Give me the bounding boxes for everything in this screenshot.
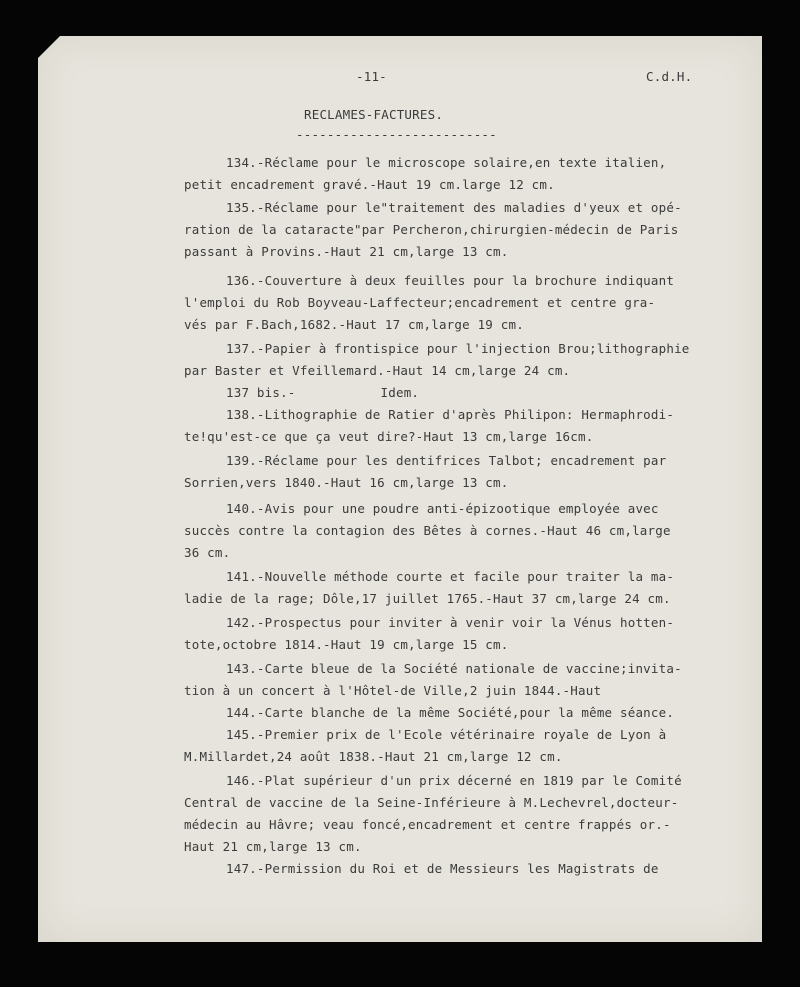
- typed-page: [38, 36, 762, 942]
- entry-line: médecin au Hâvre; veau foncé,encadrement et centre frappés or.-: [184, 817, 671, 832]
- title-underline: --------------------------: [296, 127, 497, 142]
- entry-line: 137.-Papier à frontispice pour l'injection Brou;lithographie: [226, 341, 690, 356]
- entry-line: ladie de la rage; Dôle,17 juillet 1765.-Haut 37 cm,large 24 cm.: [184, 591, 671, 606]
- entry-line: tion à un concert à l'Hôtel-de Ville,2 juin 1844.-Haut: [184, 683, 602, 698]
- entry-line: 144.-Carte blanche de la même Société,pour la même séance.: [226, 705, 675, 720]
- entry-line: 140.-Avis pour une poudre anti-épizootique employée avec: [226, 501, 659, 516]
- entry-line: 143.-Carte bleue de la Société nationale de vaccine;invita-: [226, 661, 682, 676]
- entry-line: vés par F.Bach,1682.-Haut 17 cm,large 19 cm.: [184, 317, 524, 332]
- entry-line: petit encadrement gravé.-Haut 19 cm.large 12 cm.: [184, 177, 555, 192]
- entry-line: 136.-Couverture à deux feuilles pour la brochure indiquant: [226, 273, 675, 288]
- entry-line: M.Millardet,24 août 1838.-Haut 21 cm,large 12 cm.: [184, 749, 563, 764]
- entry-line: 146.-Plat supérieur d'un prix décerné en 1819 par le Comité: [226, 773, 682, 788]
- entry-line: 138.-Lithographie de Ratier d'après Philipon: Hermaphrodi-: [226, 407, 675, 422]
- entry-line: 135.-Réclame pour le"traitement des maladies d'yeux et opé-: [226, 200, 682, 215]
- page-number: -11-: [356, 69, 387, 84]
- entry-line: ration de la cataracte"par Percheron,chirurgien-médecin de Paris: [184, 222, 679, 237]
- entry-line: 147.-Permission du Roi et de Messieurs les Magistrats de: [226, 861, 659, 876]
- entry-line: tote,octobre 1814.-Haut 19 cm,large 15 cm.: [184, 637, 509, 652]
- entry-line: succès contre la contagion des Bêtes à cornes.-Haut 46 cm,large: [184, 523, 671, 538]
- entry-line: Haut 21 cm,large 13 cm.: [184, 839, 362, 854]
- entry-line: l'emploi du Rob Boyveau-Laffecteur;encadrement et centre gra-: [184, 295, 656, 310]
- entry-line: Sorrien,vers 1840.-Haut 16 cm,large 13 cm.: [184, 475, 509, 490]
- collection-code: C.d.H.: [646, 69, 693, 84]
- entry-line: par Baster et Vfeillemard.-Haut 14 cm,large 24 cm.: [184, 363, 571, 378]
- entry-line: 137 bis.- Idem.: [226, 385, 420, 400]
- entry-line: 145.-Premier prix de l'Ecole vétérinaire royale de Lyon à: [226, 727, 667, 742]
- entry-line: 36 cm.: [184, 545, 231, 560]
- entry-line: 139.-Réclame pour les dentifrices Talbot; encadrement par: [226, 453, 667, 468]
- entry-line: te!qu'est-ce que ça veut dire?-Haut 13 cm,large 16cm.: [184, 429, 594, 444]
- entry-line: 141.-Nouvelle méthode courte et facile pour traiter la ma-: [226, 569, 675, 584]
- section-title: RECLAMES-FACTURES.: [304, 107, 444, 122]
- entry-line: 142.-Prospectus pour inviter à venir voir la Vénus hotten-: [226, 615, 675, 630]
- entry-line: 134.-Réclame pour le microscope solaire,en texte italien,: [226, 155, 667, 170]
- entry-line: passant à Provins.-Haut 21 cm,large 13 cm.: [184, 244, 509, 259]
- entry-line: Central de vaccine de la Seine-Inférieure à M.Lechevrel,docteur-: [184, 795, 679, 810]
